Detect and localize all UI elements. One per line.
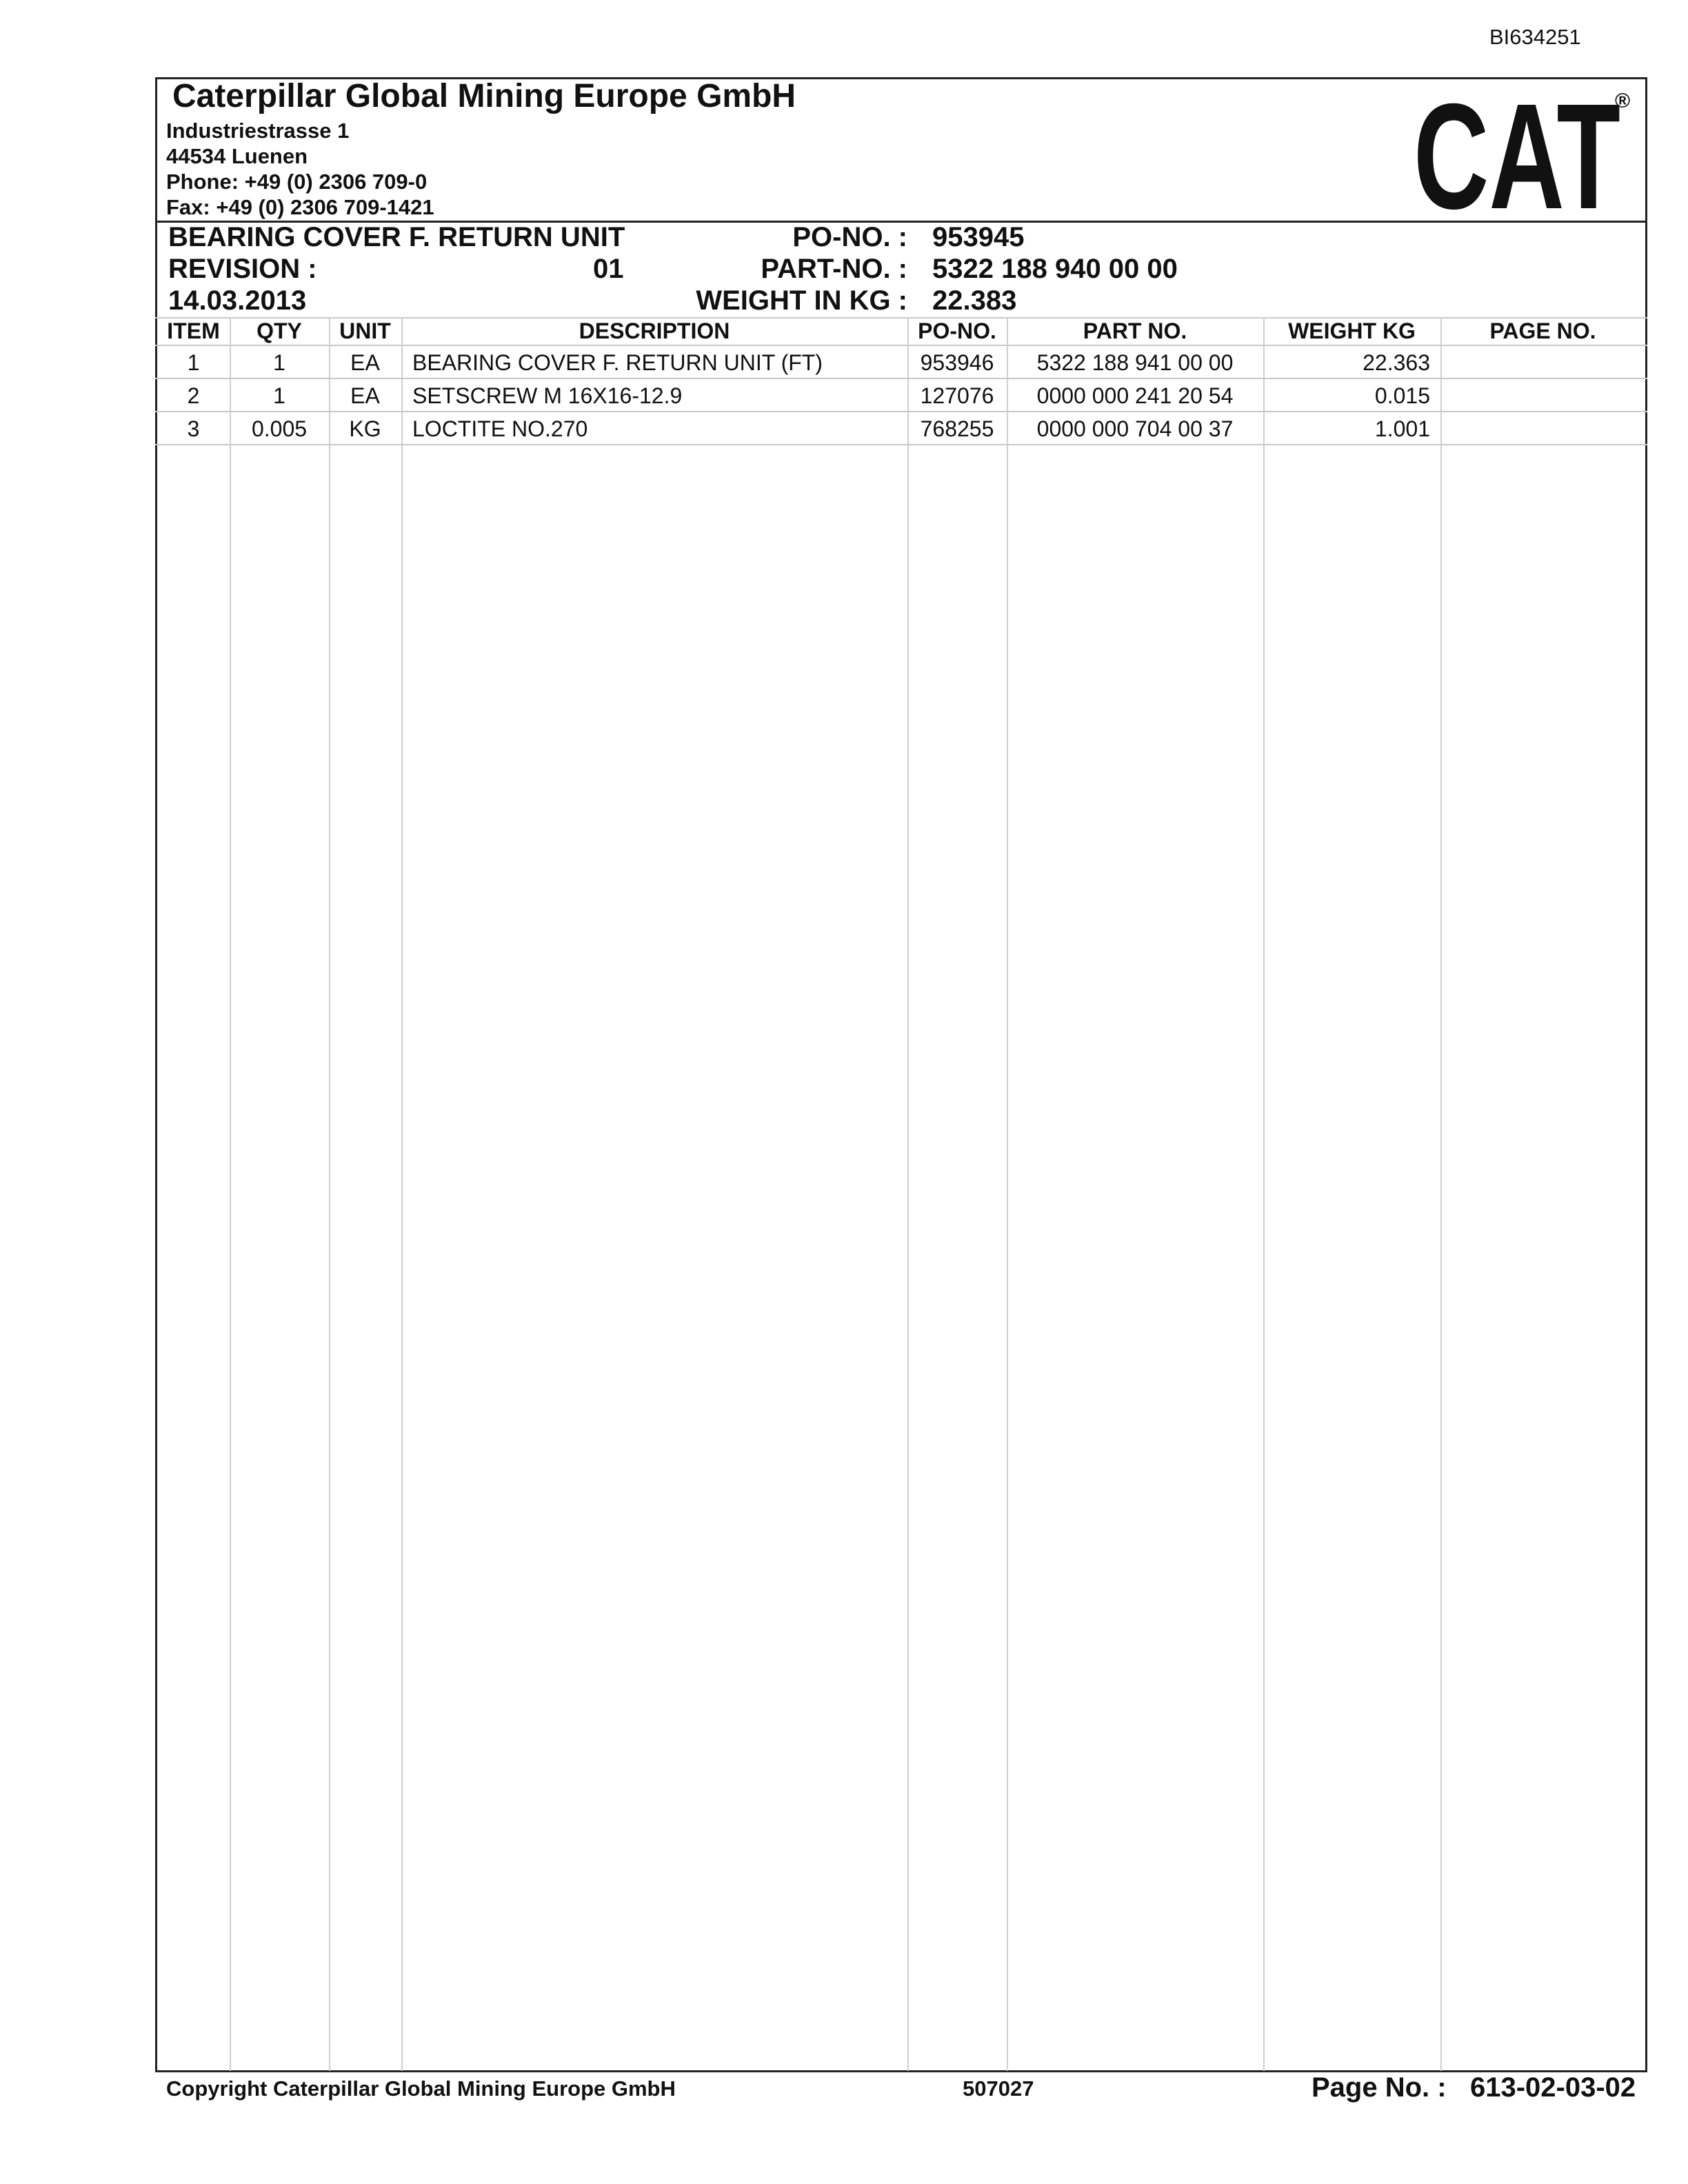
table-header-line <box>155 345 1647 346</box>
row-divider <box>155 378 1647 379</box>
column-header-qty: QTY <box>257 318 302 343</box>
po-label: PO-NO. : <box>792 222 907 252</box>
company-fax: Fax: +49 (0) 2306 709-1421 <box>166 195 434 219</box>
company-city: 44534 Luenen <box>166 144 308 168</box>
document-id: BI634251 <box>1489 25 1581 49</box>
cell-unit: KG <box>349 416 381 441</box>
document-frame <box>155 77 1647 2072</box>
weight-value: 22.383 <box>932 285 1017 316</box>
footer-code: 507027 <box>963 2076 1034 2101</box>
company-name: Caterpillar Global Mining Europe GmbH <box>172 78 796 114</box>
part-value: 5322 188 940 00 00 <box>932 254 1178 284</box>
cat-logo-text: CAT <box>1414 87 1620 214</box>
company-street: Industriestrasse 1 <box>166 119 350 143</box>
cell-item: 3 <box>187 416 200 441</box>
column-header-po: PO-NO. <box>918 318 996 343</box>
cat-logo <box>1414 87 1634 214</box>
document-date: 14.03.2013 <box>168 285 307 316</box>
page-number-label: Page No. : <box>1312 2072 1447 2103</box>
copyright-text: Copyright Caterpillar Global Mining Europe GmbH <box>166 2076 676 2101</box>
row-divider <box>155 444 1647 445</box>
column-divider <box>230 317 231 2071</box>
column-divider <box>329 317 330 2071</box>
part-label: PART-NO. : <box>761 254 907 284</box>
cell-qty: 0.005 <box>251 416 308 441</box>
cell-description: SETSCREW M 16X16-12.9 <box>412 383 683 408</box>
cell-weight: 1.001 <box>1374 416 1430 441</box>
assembly-title: BEARING COVER F. RETURN UNIT <box>168 222 625 252</box>
cell-unit: EA <box>350 383 380 408</box>
cell-part: 5322 188 941 00 00 <box>1036 350 1234 375</box>
cell-weight: 22.363 <box>1363 350 1430 375</box>
cell-po: 768255 <box>920 416 994 441</box>
cell-description: LOCTITE NO.270 <box>412 416 588 441</box>
cell-unit: EA <box>350 350 380 375</box>
column-divider <box>401 317 403 2071</box>
column-header-description: DESCRIPTION <box>579 318 730 343</box>
column-divider <box>1440 317 1442 2071</box>
column-divider <box>1007 317 1008 2071</box>
column-header-page: PAGE NO. <box>1489 318 1596 343</box>
column-header-item: ITEM <box>167 318 220 343</box>
column-divider <box>1263 317 1265 2071</box>
row-divider <box>155 411 1647 412</box>
cell-qty: 1 <box>273 383 285 408</box>
company-phone: Phone: +49 (0) 2306 709-0 <box>166 170 428 194</box>
cell-weight: 0.015 <box>1374 383 1430 408</box>
cell-description: BEARING COVER F. RETURN UNIT (FT) <box>412 350 823 375</box>
cell-part: 0000 000 704 00 37 <box>1036 416 1234 441</box>
cell-po: 127076 <box>920 383 994 408</box>
po-value: 953945 <box>932 222 1025 252</box>
registered-mark: ® <box>1615 90 1631 112</box>
cell-qty: 1 <box>273 350 285 375</box>
revision-label: REVISION : <box>168 254 317 284</box>
column-header-part: PART NO. <box>1083 318 1187 343</box>
column-divider <box>907 317 909 2071</box>
cell-po: 953946 <box>920 350 994 375</box>
column-header-weight: WEIGHT KG <box>1288 318 1416 343</box>
cell-item: 2 <box>187 383 200 408</box>
page-number-value: 613-02-03-02 <box>1470 2072 1636 2103</box>
cell-item: 1 <box>187 350 200 375</box>
cell-part: 0000 000 241 20 54 <box>1036 383 1234 408</box>
weight-label: WEIGHT IN KG : <box>696 285 907 316</box>
column-header-unit: UNIT <box>339 318 391 343</box>
revision-value: 01 <box>593 254 624 284</box>
